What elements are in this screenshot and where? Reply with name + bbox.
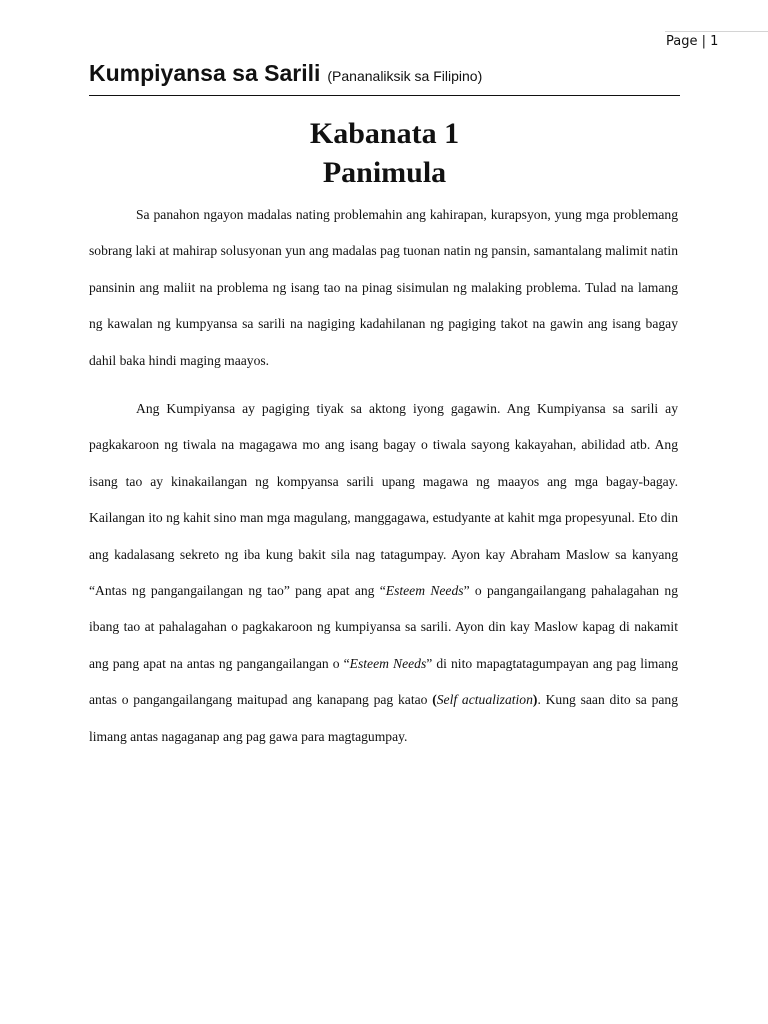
chapter-heading xyxy=(89,114,680,192)
running-header xyxy=(89,60,680,96)
paragraph-2-text-1: Ang Kumpiyansa ay pagiging tiyak sa aktong iyong gagawin. Ang Kumpiyansa sa sarili ay pagkakaroon ng tiwala na magagawa mo ang isang bagay o tiwala sayong kakayahan, abilidad atb. Ang isang tao ay kinakailangan ng kompyansa sarili upang magawa ng maayos ang mga bagay-bagay. Kailangan ito ng kahit sino man mga magulang, manggagawa, estudyante at kahit mga propesyunal. Eto din ang kadalasang sekreto ng iba kung bakit sila nag tatagumpay. Ayon kay Abraham Maslow sa kanyang “Antas ng pangangailangan ng tao” pang apat ang “ xyxy=(89,401,678,599)
page-number: Page | 1 xyxy=(666,34,719,49)
self-actualization-term: Self actualization xyxy=(436,692,533,708)
paragraph-2-text-3: ” di nito mapagtatagumpayan ang pag limang antas o pangangailangang maitupad ang kanapang pag katao xyxy=(89,655,678,708)
open-paren: ( xyxy=(432,692,437,708)
paragraph-2-text-4: . Kung saan dito sa pang limang antas nagaganap ang pag gawa para magtagumpay. xyxy=(89,692,678,744)
chapter-number: Kabanata 1 xyxy=(309,117,460,150)
paragraph-2-text-2: ” o pangangailangang pahalagahan ng ibang tao at pahalagahan o pagkakaroon ng kumpiyansa sa sarili. Ayon din kay Maslow kapag di nakamit ang pang apat na antas ng pangangailangan o “ xyxy=(89,583,678,671)
paragraph-2 xyxy=(89,391,678,755)
header-subtitle: (Pananaliksik sa Filipino) xyxy=(327,68,483,84)
chapter-title: Panimula xyxy=(322,156,447,189)
esteem-needs-term-1: Esteem Needs xyxy=(385,583,464,599)
header-title: Kumpiyansa sa Sarili xyxy=(89,60,321,86)
page-number-rule xyxy=(665,31,768,32)
esteem-needs-term-2: Esteem Needs xyxy=(349,655,427,671)
close-paren: ) xyxy=(532,692,538,708)
body-text xyxy=(89,197,678,755)
paragraph-1: Sa panahon ngayon madalas nating problemahin ang kahirapan, kurapsyon, yung mga problemang sobrang laki at mahirap solusyonan yun ang madalas pag tuonan natin ng pansin, samantalang malimit natin pansinin ang maliit na problema ng isang tao na pinag sisimulan ng malaking problema. Tulad na lamang ng kawalan ng kumpyansa sa sarili na nagiging kadahilanan ng pagiging takot na gawin ang isang bagay dahil baka hindi maging maayos. xyxy=(89,207,678,368)
